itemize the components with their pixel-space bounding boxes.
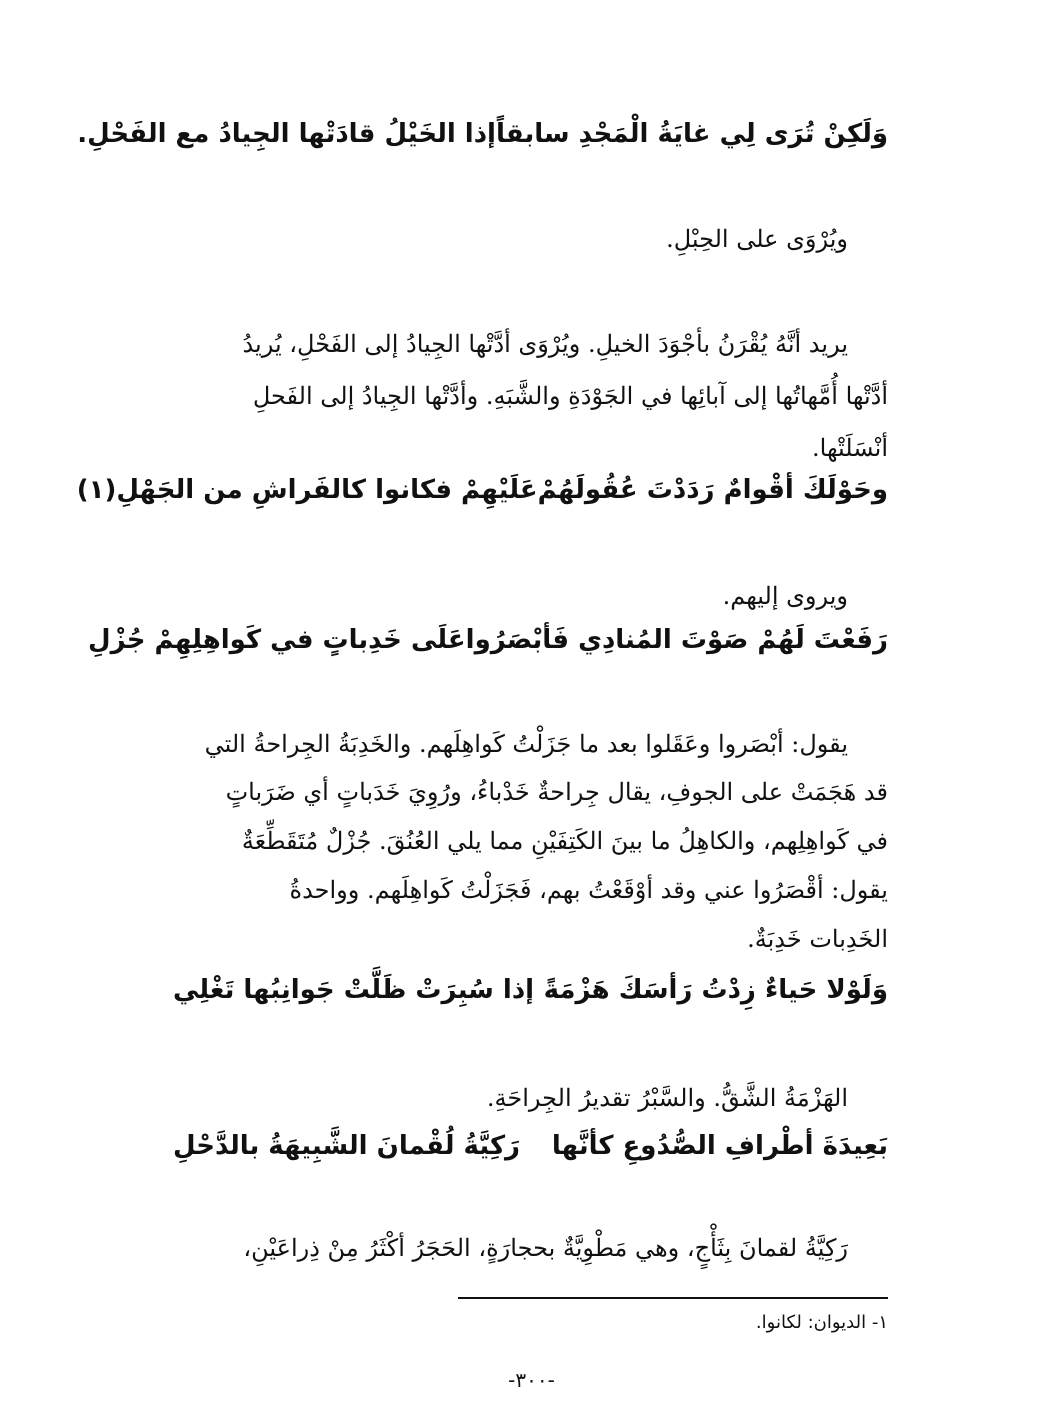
- commentary-variant-2: ويروى إليهم.: [722, 582, 848, 610]
- commentary-line: الهَزْمَةُ الشَّقُّ. والسَّبْرُ تقديرُ الجِراحَةِ.: [486, 1084, 848, 1112]
- verse-3-second-hemistich: عَلَى خَدِباتٍ في كَواهِلِهِمْ جُزْلِ: [88, 625, 466, 655]
- page-number: -٣٠٠-: [508, 1368, 555, 1392]
- verse-2: [76, 466, 888, 514]
- verse-3: [88, 616, 888, 664]
- verse-5-second-hemistich: رَكِيَّةُ لُقْمانَ الشَّبِيهَةُ بالدَّحْلِ: [173, 1131, 521, 1161]
- verse-3-first-hemistich: رَفَعْتَ لَهُمْ صَوْتَ المُنادِي فَأبْصَرُوا: [465, 625, 888, 655]
- verse-2-second-hemistich: عَلَيْهِمْ فكانوا كالفَراشِ من الجَهْلِ(١): [76, 475, 538, 505]
- verse-1-second-hemistich: إذا الخَيْلُ قادَتْها الجِيادُ مع الفَحْلِ.: [77, 119, 496, 149]
- commentary-line: يقول: أبْصَروا وعَقَلوا بعد ما جَزَلْتُ كَواهِلَهم. والخَدِبَةُ الجِراحةُ التي: [204, 730, 848, 758]
- verse-5: [173, 1122, 888, 1170]
- verse-5-first-hemistich: بَعِيدَةَ أطْرافِ الصُّدُوعِ كأنَّها: [551, 1131, 888, 1161]
- verse-4-first-hemistich: وَلَوْلا حَياءٌ زِدْتُ رَأسَكَ هَزْمَةً: [543, 975, 888, 1005]
- commentary-variant-1: ويُرْوَى على الحِبْلِ.: [666, 225, 848, 253]
- commentary-line: يقول: أقْصَرُوا عني وقد أوْقَعْتُ بهم، فَجَزَلْتُ كَواهِلَهم. وواحدةُ: [289, 876, 888, 904]
- commentary-line: في كَواهِلِهم، والكاهِلُ ما بينَ الكَتِفَيْنِ مما يلي العُنُقَ. جُزْلٌ مُتَقَطِّعَةٌ: [241, 827, 888, 855]
- verse-2-first-hemistich: وحَوْلَكَ أقْوامٌ رَدَدْتَ عُقُولَهُمْ: [537, 475, 888, 505]
- footnote: ١- الديوان: لكانوا.: [755, 1312, 888, 1333]
- verse-1-first-hemistich: وَلَكِنْ تُرَى لِي غايَةُ الْمَجْدِ سابقاً: [495, 119, 888, 149]
- verse-4-second-hemistich: إذا سُبِرَتْ ظَلَّتْ جَوانِبُها تَغْلِي: [173, 975, 535, 1005]
- commentary-line: أدَّتْها أُمَّهاتُها إلى آبائِها في الجَوْدَةِ والشَّبَهِ. وأدَّتْها الجِيادُ إلى الفَحلِ: [252, 382, 888, 410]
- commentary-line: يريد أنَّهُ يُقْرَنُ بأجْوَدَ الخيلِ. ويُرْوَى أدَّتْها الجِيادُ إلى الفَحْلِ، يُريدُ: [242, 330, 848, 358]
- footnote-separator: [458, 1297, 888, 1299]
- commentary-line: أنْسَلَتْها.: [812, 434, 888, 462]
- verse-1: [77, 110, 888, 158]
- commentary-line: قد هَجَمَتْ على الجوفِ، يقال جِراحةٌ خَدْباءُ، ورُوِيَ خَدَباتٍ أي ضَرَباتٍ: [225, 778, 888, 806]
- commentary-line: الخَدِبات خَدِبَةٌ.: [747, 925, 888, 953]
- verse-4: [173, 966, 888, 1014]
- commentary-line: رَكِيَّةُ لقمانَ بِثَأْجٍ، وهي مَطْوِيَّةٌ بحجارَةٍ، الحَجَرُ أكْثَرُ مِنْ ذِراعَيْنِ،: [243, 1234, 848, 1262]
